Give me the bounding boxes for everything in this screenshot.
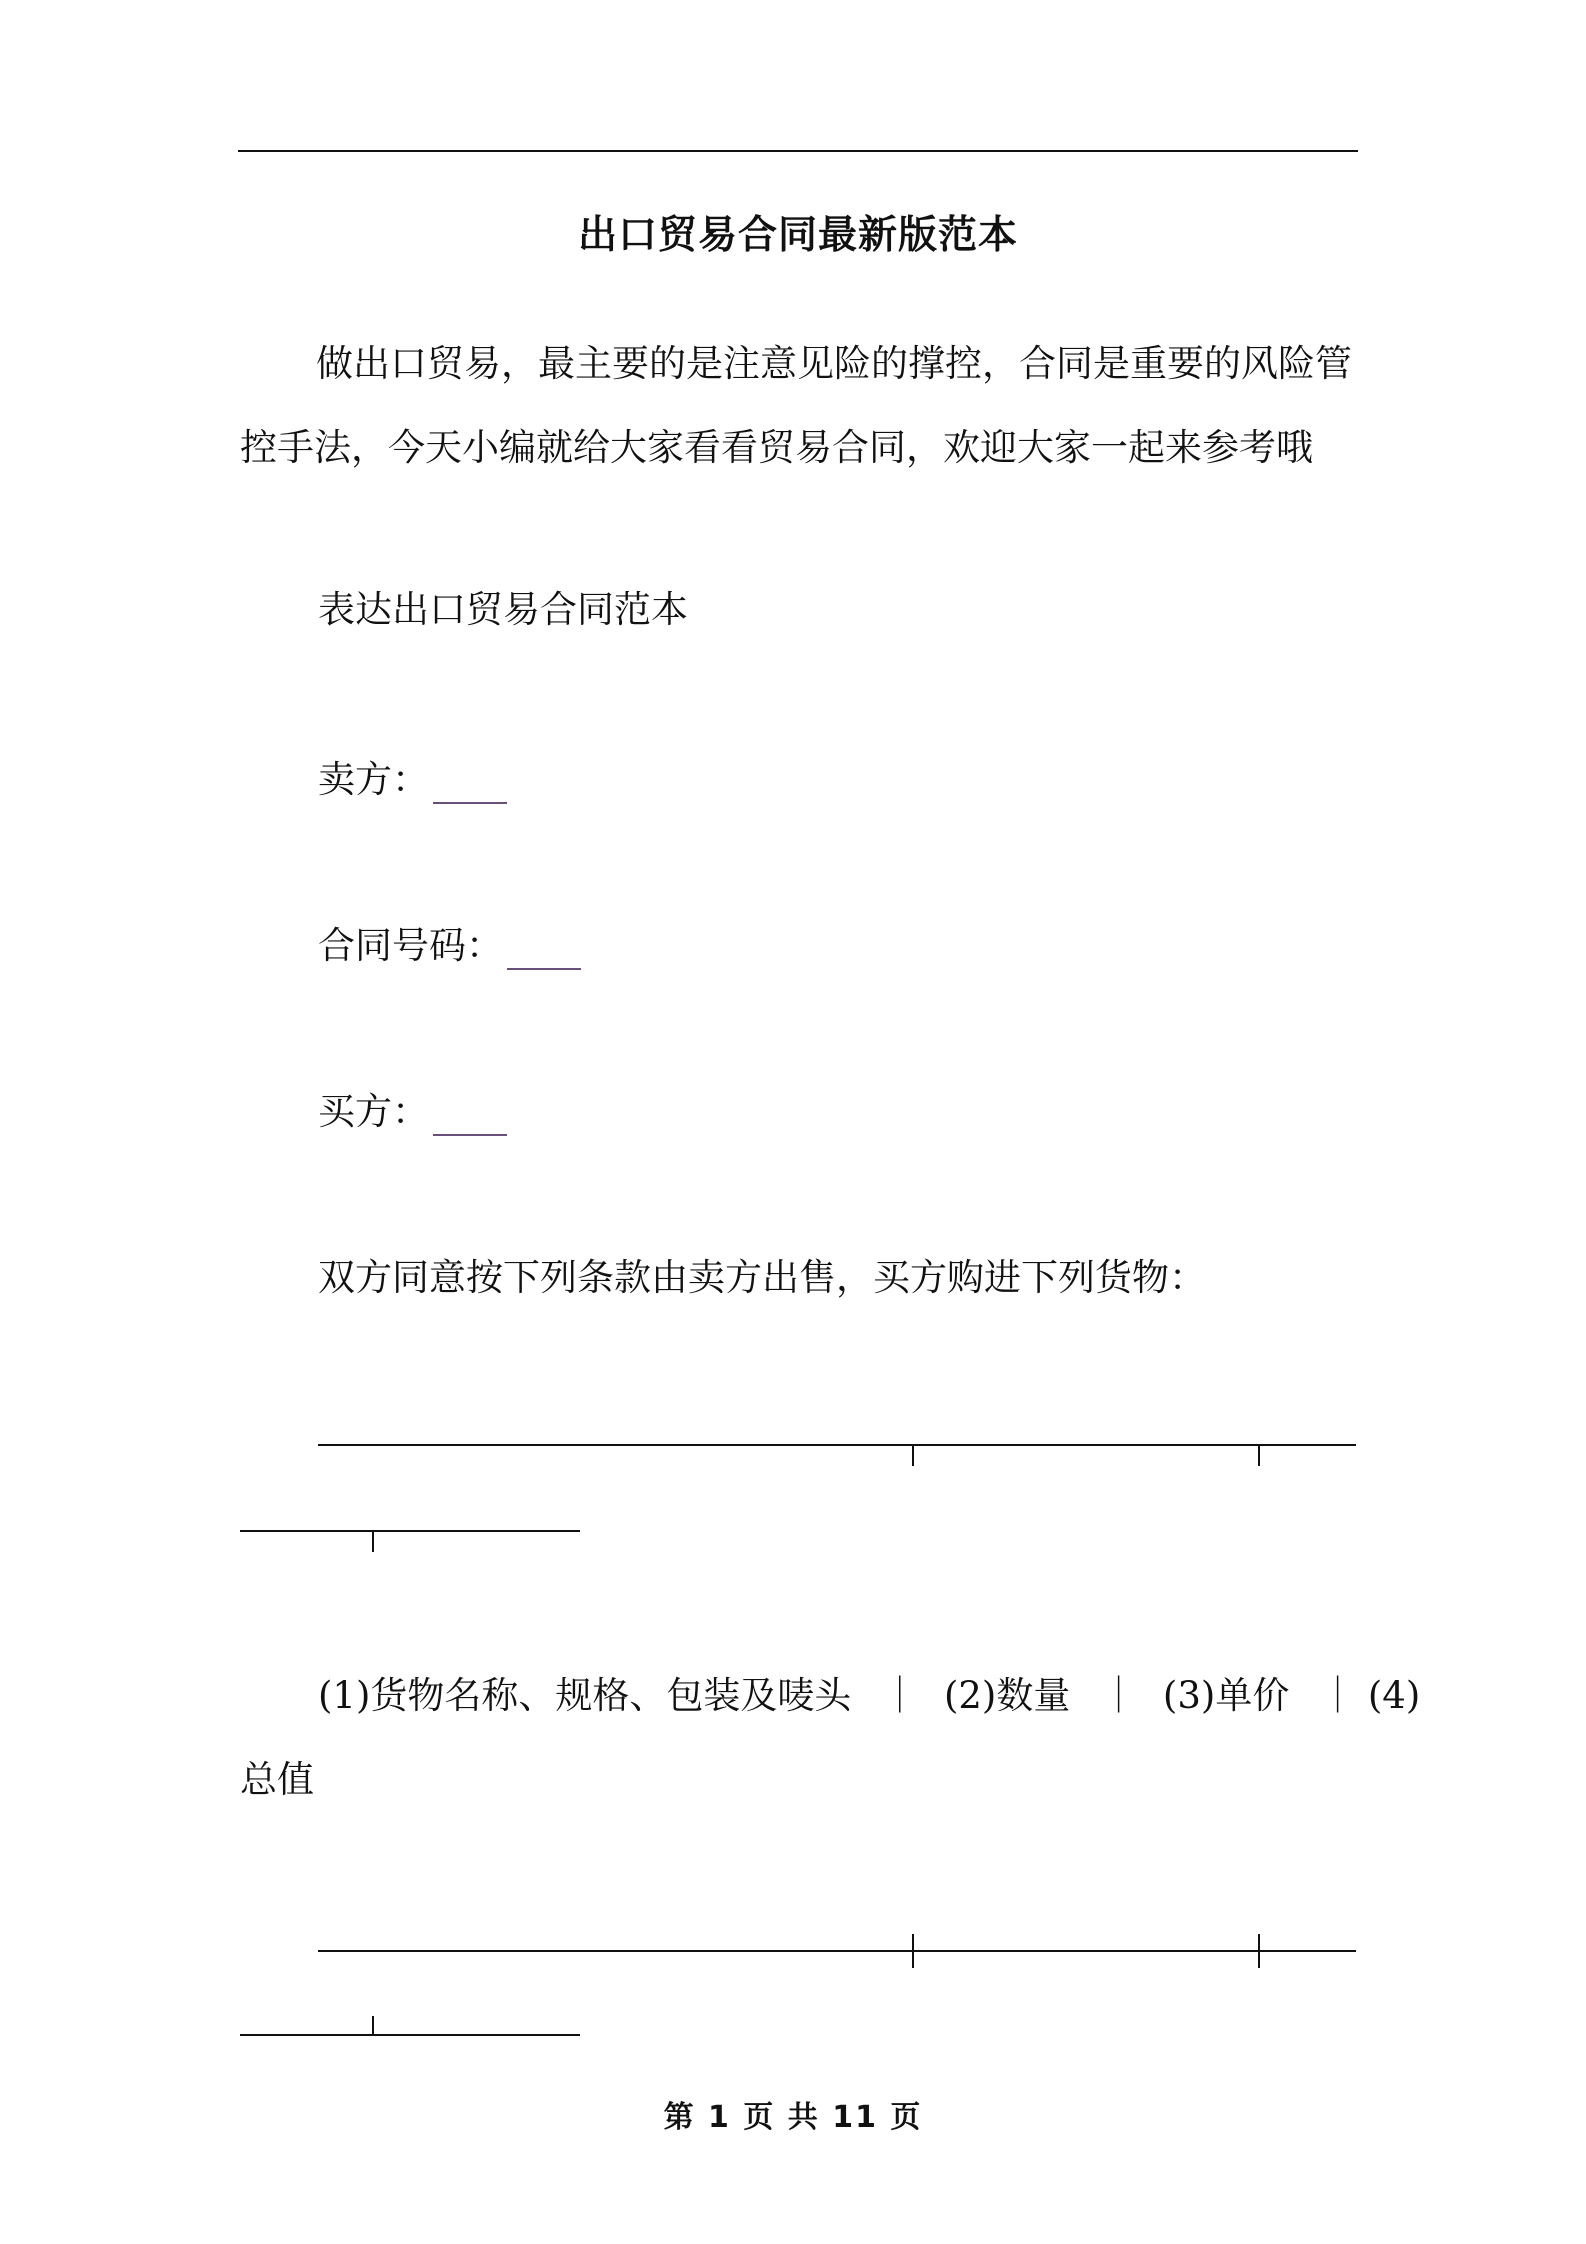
table-middle-cross-2 [1258, 1934, 1260, 1968]
seller-label: 卖方： [318, 758, 429, 801]
table-header-row [318, 1672, 1420, 1720]
table-middle-cross-1 [912, 1934, 914, 1968]
contract-number-line [318, 922, 581, 970]
header-rule [238, 150, 1358, 152]
buyer-label: 买方： [318, 1090, 429, 1133]
column-unit-price: (3)单价 [1162, 1674, 1290, 1717]
buyer-line [318, 1088, 507, 1136]
document-title: 出口贸易合同最新版范本 [577, 212, 1018, 258]
table-middle-rule-continued [240, 2034, 580, 2036]
column-total-tail: 总值 [240, 1758, 314, 1801]
contract-number-blank[interactable] [507, 932, 581, 970]
table-middle-rule [318, 1950, 1356, 1952]
agreement-line: 双方同意按下列条款由卖方出售，买方购进下列货物： [318, 1256, 1206, 1299]
table-top-rule [318, 1444, 1356, 1446]
buyer-blank[interactable] [433, 1098, 507, 1136]
table-middle-tick-3 [372, 2016, 374, 2036]
seller-line [318, 756, 507, 804]
table-top-rule-continued [240, 1530, 580, 1532]
column-separator: ｜ [1100, 1674, 1138, 1717]
column-quantity: (2)数量 [943, 1674, 1071, 1717]
column-goods: (1)货物名称、规格、包装及唛头 [318, 1674, 852, 1717]
page-footer: 第 1 页 共 11 页 [663, 2100, 923, 2135]
table-top-tick-1 [912, 1444, 914, 1466]
column-separator: ｜ [1319, 1674, 1357, 1717]
table-top-tick-2 [1258, 1444, 1260, 1466]
table-top-tick-3 [372, 1530, 374, 1552]
seller-blank[interactable] [433, 766, 507, 804]
column-total-head: (4) [1367, 1674, 1421, 1717]
contract-number-label: 合同号码： [318, 924, 503, 967]
intro-paragraph: 做出口贸易，最主要的是注意见险的撑控，合同是重要的风险管控手法，今天小编就给大家看看贸易合同，欢迎大家一起来参考哦 [240, 342, 1352, 469]
subtitle-line: 表达出口贸易合同范本 [318, 588, 688, 631]
column-separator: ｜ [881, 1674, 919, 1717]
